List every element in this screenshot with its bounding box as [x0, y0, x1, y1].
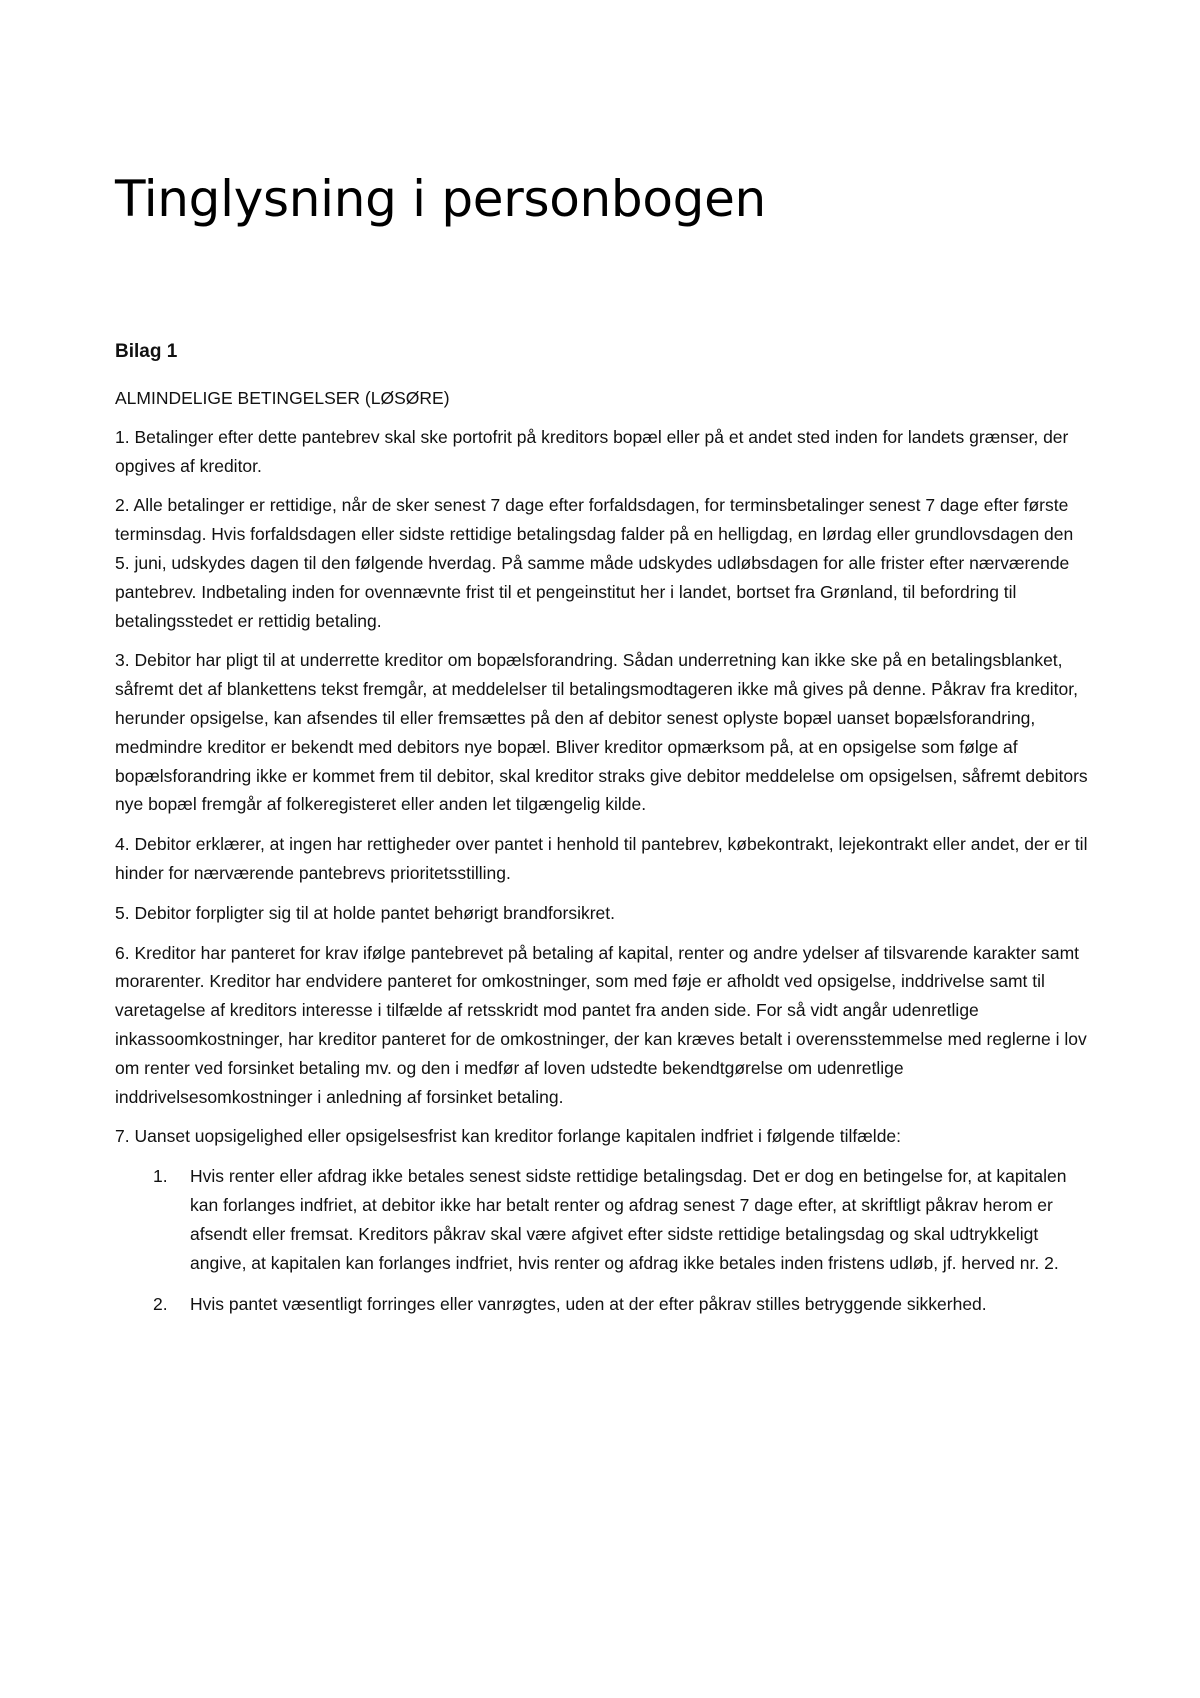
paragraph-text: Betalinger efter dette pantebrev skal ske portofrit på kreditors bopæl eller på et andet sted inden for landets grænser, der opgives af kreditor.: [115, 426, 1069, 476]
list-item-number: 1.: [153, 1166, 168, 1187]
paragraph-5: [115, 899, 1090, 928]
paragraph-7: [115, 1122, 1090, 1151]
document-title: Tinglysning i personbogen: [115, 170, 766, 228]
paragraph-number: 5.: [115, 902, 130, 923]
paragraph-number: 2.: [115, 495, 130, 516]
paragraph-3: [115, 646, 1090, 819]
paragraph-number: 4.: [115, 834, 130, 855]
paragraph-text: Alle betalinger er rettidige, når de sker senest 7 dage efter forfaldsdagen, for terminsbetalinger senest 7 dage efter første terminsdag. Hvis forfaldsdagen eller sidste rettidige betalingsdag falder på en helligdag, en lørdag eller grundlovsdagen den 5. juni, udskydes dagen til den følgende hverdag. På samme måde udskydes udløbsdagen for alle frister efter nærværende pantebrev. Indbetaling inden for ovennævnte frist til et pengeinstitut her i landet, bortset fra Grønland, til befordring til betalingsstedet er rettidig betaling.: [115, 495, 1074, 631]
list-item: [115, 1290, 1090, 1319]
list-item: [115, 1162, 1090, 1277]
list-item-text: Hvis renter eller afdrag ikke betales senest sidste rettidige betalingsdag. Det er dog en betingelse for, at kapitalen kan forlanges indfriet, at debitor ikke har betalt renter og afdrag senest 7 dage efter, at skriftligt påkrav herom er afsendt eller fremsat. Kreditors påkrav skal være afgivet efter sidste rettidige betalingsdag og skal udtrykkeligt angive, at kapitalen kan forlanges indfriet, hvis renter og afdrag ikke betales inden fristens udløb, jf. herved nr. 2.: [190, 1166, 1067, 1273]
paragraph-text: Debitor erklærer, at ingen har rettigheder over pantet i henhold til pantebrev, købekontrakt, lejekontrakt eller andet, der er til hinder for nærværende pantebrevs prioritetsstilling.: [115, 834, 1088, 883]
conditions-subheading: ALMINDELIGE BETINGELSER (LØSØRE): [115, 388, 450, 408]
paragraph-2: [115, 491, 1090, 635]
paragraph-number: 7.: [115, 1126, 130, 1147]
list-item-text: Hvis pantet væsentligt forringes eller vanrøgtes, uden at der efter påkrav stilles betryggende sikkerhed.: [190, 1294, 987, 1315]
paragraph-text: Uanset uopsigelighed eller opsigelsesfrist kan kreditor forlange kapitalen indfriet i følgende tilfælde:: [134, 1126, 902, 1147]
paragraph-text: Debitor har pligt til at underrette kreditor om bopælsforandring. Sådan underretning kan ikke ske på en betalingsblanket, såfremt det af blankettens tekst fremgår, at meddelelser til betalingsmodtageren ikke må gives på denne. Påkrav fra kreditor, herunder opsigelse, kan afsendes til eller fremsættes på den af debitor senest oplyste bopæl uanset bopælsforandring, medmindre kreditor er bekendt med debitors nye bopæl. Bliver kreditor opmærksom på, at en opsigelse som følge af bopælsforandring ikke er kommet frem til debitor, skal kreditor straks give debitor meddelelse om opsigelsen, såfremt debitors nye bopæl fremgår af folkeregisteret eller anden let tilgængelig kilde.: [115, 650, 1088, 815]
paragraph-6: [115, 939, 1090, 1112]
paragraph-number: 1.: [115, 426, 130, 447]
termination-conditions-list: [115, 1162, 1090, 1319]
paragraph-text: Debitor forpligter sig til at holde pantet behørigt brandforsikret.: [134, 902, 616, 923]
paragraph-1: [115, 423, 1090, 481]
list-item-number: 2.: [153, 1294, 168, 1315]
paragraph-number: 6.: [115, 942, 130, 963]
paragraph-number: 3.: [115, 650, 130, 671]
section-heading: Bilag 1: [115, 341, 178, 362]
paragraph-text: Kreditor har panteret for krav ifølge pantebrevet på betaling af kapital, renter og andre ydelser af tilsvarende karakter samt morarenter. Kreditor har endvidere panteret for omkostninger, som med føje er afholdt ved opsigelse, inddrivelse samt til varetagelse af kreditors interesse i tilfælde af retsskridt mod pantet fra anden side. For så vidt angår udenretlige inkassoomkostninger, har kreditor panteret for de omkostninger, der kan kræves betalt i overensstemmelse med reglerne i lov om renter ved forsinket betaling mv. og den i medfør af loven udstedte bekendtgørelse om udenretlige inddrivelsesomkostninger i anledning af forsinket betaling.: [115, 942, 1087, 1107]
paragraph-4: [115, 830, 1090, 888]
document-body: [115, 338, 1090, 1332]
